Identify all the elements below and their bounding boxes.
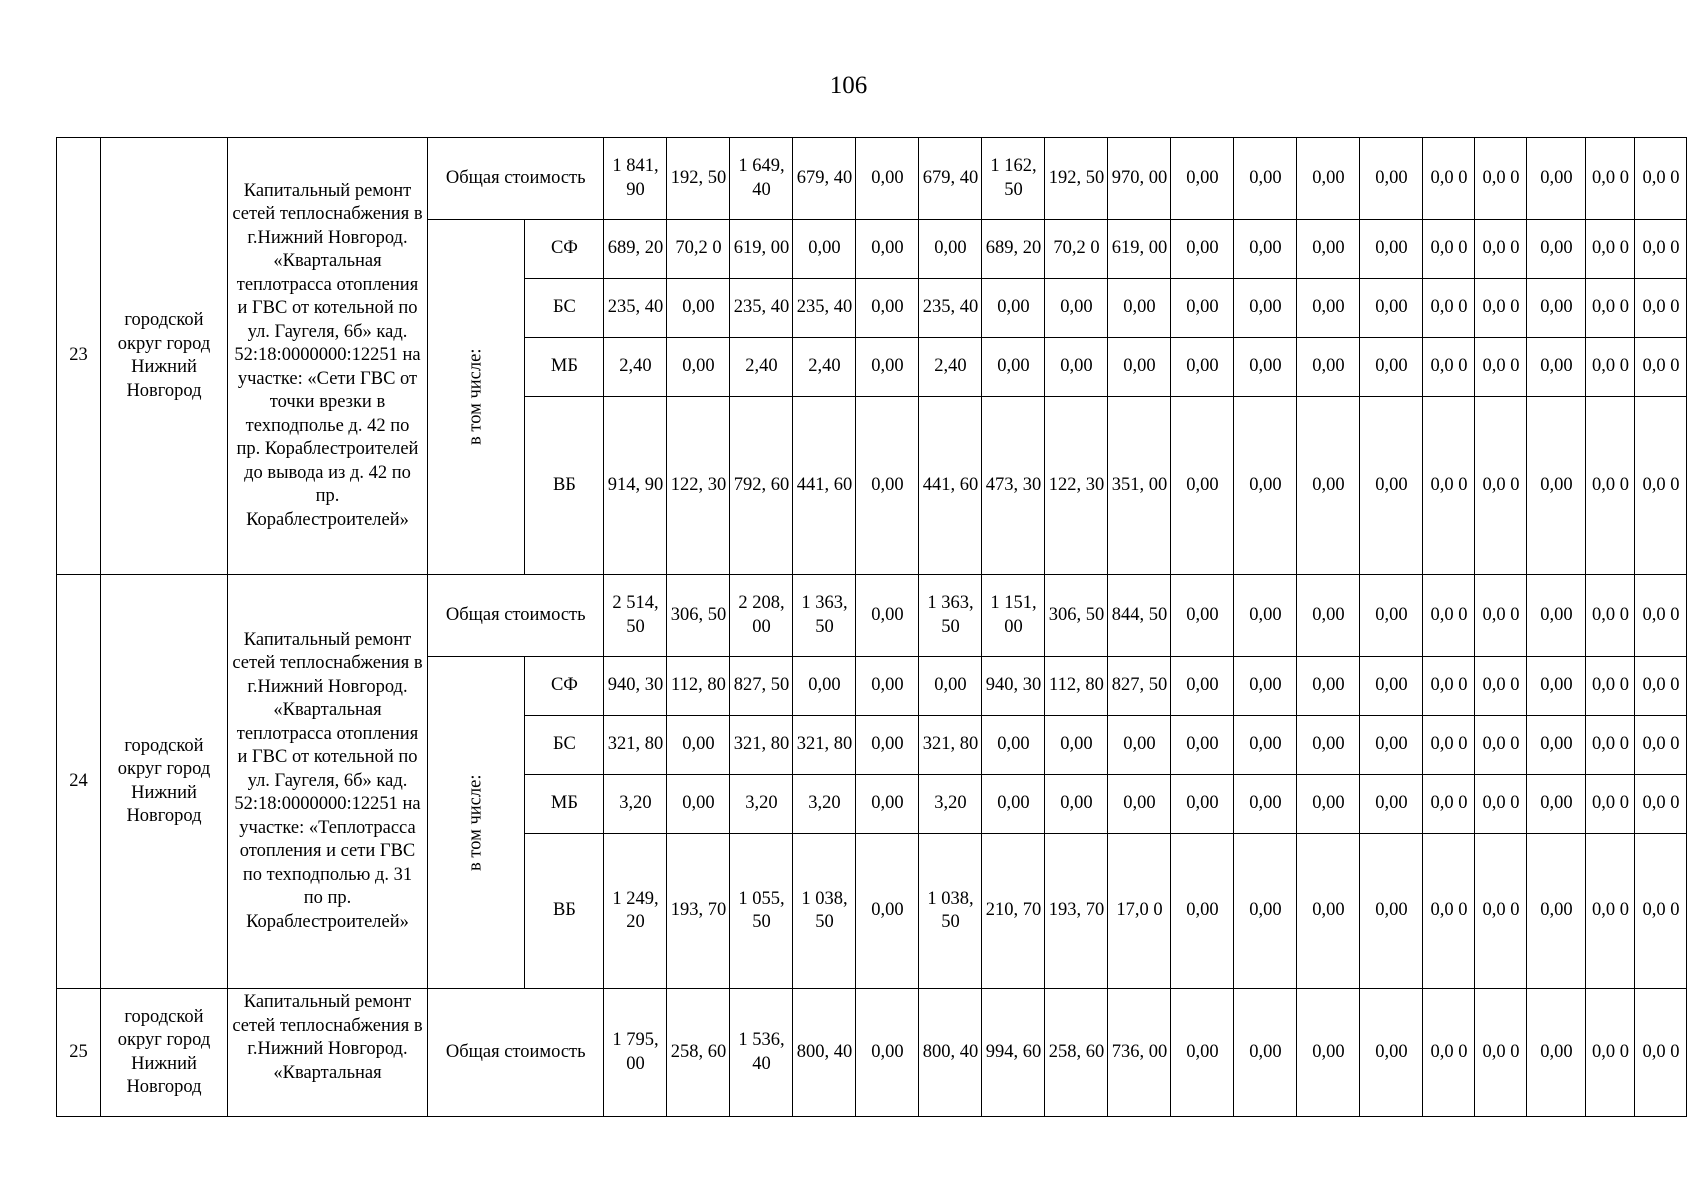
value-cell: 0,0 0: [1423, 397, 1475, 575]
value-cell: 0,00: [982, 775, 1045, 834]
value-cell: 235, 40: [793, 279, 856, 338]
value-cell: 2,40: [919, 338, 982, 397]
value-cell: 914, 90: [604, 397, 667, 575]
value-cell: 0,00: [1171, 775, 1234, 834]
value-cell: 0,0 0: [1423, 716, 1475, 775]
value-cell: 0,00: [667, 338, 730, 397]
value-cell: 3,20: [793, 775, 856, 834]
value-cell: 235, 40: [919, 279, 982, 338]
value-cell: 0,00: [1360, 989, 1423, 1117]
value-cell: 0,00: [1297, 834, 1360, 989]
value-cell: 112, 80: [1045, 657, 1108, 716]
value-cell: 0,0 0: [1475, 338, 1527, 397]
value-cell: 0,0 0: [1475, 279, 1527, 338]
value-cell: 1 151, 00: [982, 575, 1045, 657]
value-cell: 0,00: [1171, 220, 1234, 279]
value-cell: 306, 50: [1045, 575, 1108, 657]
value-cell: 1 055, 50: [730, 834, 793, 989]
value-cell: 0,00: [1527, 775, 1586, 834]
value-cell: 0,00: [667, 716, 730, 775]
value-cell: 0,00: [1171, 338, 1234, 397]
source-label: ВБ: [525, 397, 604, 575]
record-number: 24: [57, 575, 101, 989]
value-cell: 0,00: [1297, 989, 1360, 1117]
value-cell: 0,00: [667, 775, 730, 834]
value-cell: 193, 70: [667, 834, 730, 989]
value-cell: 122, 30: [1045, 397, 1108, 575]
value-cell: 441, 60: [793, 397, 856, 575]
value-cell: 0,0 0: [1586, 220, 1635, 279]
value-cell: 17,0 0: [1108, 834, 1171, 989]
value-cell: 792, 60: [730, 397, 793, 575]
value-cell: 1 249, 20: [604, 834, 667, 989]
value-cell: 2 208, 00: [730, 575, 793, 657]
value-cell: 0,00: [1527, 575, 1586, 657]
value-cell: 0,00: [1360, 775, 1423, 834]
value-cell: 192, 50: [667, 138, 730, 220]
value-cell: 0,0 0: [1635, 575, 1687, 657]
value-cell: 2,40: [793, 338, 856, 397]
value-cell: 0,00: [1171, 279, 1234, 338]
value-cell: 258, 60: [667, 989, 730, 1117]
value-cell: 0,00: [1234, 138, 1297, 220]
value-cell: 0,00: [1045, 338, 1108, 397]
value-cell: 306, 50: [667, 575, 730, 657]
value-cell: 0,00: [1527, 989, 1586, 1117]
value-cell: 0,00: [667, 279, 730, 338]
value-cell: 122, 30: [667, 397, 730, 575]
value-cell: 1 363, 50: [919, 575, 982, 657]
value-cell: 0,0 0: [1475, 220, 1527, 279]
value-cell: 0,00: [793, 657, 856, 716]
value-cell: 0,00: [1297, 220, 1360, 279]
value-cell: 689, 20: [604, 220, 667, 279]
value-cell: 0,00: [1171, 716, 1234, 775]
record-number: 23: [57, 138, 101, 575]
value-cell: 679, 40: [793, 138, 856, 220]
value-cell: 441, 60: [919, 397, 982, 575]
value-cell: 0,00: [919, 220, 982, 279]
value-cell: 1 038, 50: [919, 834, 982, 989]
value-cell: 0,0 0: [1586, 279, 1635, 338]
value-cell: 3,20: [730, 775, 793, 834]
value-cell: 2,40: [730, 338, 793, 397]
value-cell: 0,0 0: [1635, 220, 1687, 279]
value-cell: 0,0 0: [1586, 338, 1635, 397]
value-cell: 0,00: [1297, 338, 1360, 397]
value-cell: 112, 80: [667, 657, 730, 716]
value-cell: 0,00: [919, 657, 982, 716]
source-label: СФ: [525, 657, 604, 716]
value-cell: 0,0 0: [1475, 775, 1527, 834]
value-cell: 192, 50: [1045, 138, 1108, 220]
value-cell: 0,00: [1297, 279, 1360, 338]
value-cell: 1 162, 50: [982, 138, 1045, 220]
value-cell: 0,0 0: [1586, 834, 1635, 989]
value-cell: 940, 30: [604, 657, 667, 716]
value-cell: 0,00: [1360, 575, 1423, 657]
value-cell: 70,2 0: [1045, 220, 1108, 279]
value-cell: 800, 40: [793, 989, 856, 1117]
source-label: ВБ: [525, 834, 604, 989]
value-cell: 0,00: [1234, 989, 1297, 1117]
value-cell: 0,00: [1360, 657, 1423, 716]
value-cell: 0,0 0: [1635, 279, 1687, 338]
value-cell: 0,0 0: [1586, 138, 1635, 220]
page-number: 106: [829, 72, 868, 99]
record-total-row: [57, 138, 1687, 220]
value-cell: 3,20: [919, 775, 982, 834]
value-cell: 0,00: [1297, 657, 1360, 716]
value-cell: 994, 60: [982, 989, 1045, 1117]
value-cell: 0,00: [1527, 657, 1586, 716]
value-cell: 1 038, 50: [793, 834, 856, 989]
value-cell: 0,00: [1527, 138, 1586, 220]
value-cell: 0,0 0: [1635, 338, 1687, 397]
value-cell: 0,00: [1171, 834, 1234, 989]
value-cell: 0,00: [1234, 220, 1297, 279]
value-cell: 0,00: [1360, 279, 1423, 338]
value-cell: 0,00: [982, 716, 1045, 775]
value-cell: 0,00: [793, 220, 856, 279]
source-label: МБ: [525, 338, 604, 397]
total-cost-label: Общая стоимость: [428, 575, 604, 657]
value-cell: 2,40: [604, 338, 667, 397]
value-cell: 0,00: [1297, 138, 1360, 220]
value-cell: 0,00: [1360, 138, 1423, 220]
value-cell: 351, 00: [1108, 397, 1171, 575]
value-cell: 0,00: [1527, 220, 1586, 279]
value-cell: 0,00: [1171, 989, 1234, 1117]
value-cell: 0,00: [1527, 279, 1586, 338]
municipality-cell: городской округ город Нижний Новгород: [101, 138, 228, 575]
record-number: 25: [57, 989, 101, 1117]
value-cell: 0,00: [1297, 775, 1360, 834]
value-cell: 0,0 0: [1475, 989, 1527, 1117]
value-cell: 1 536, 40: [730, 989, 793, 1117]
total-cost-label: Общая стоимость: [428, 138, 604, 220]
value-cell: 0,00: [1234, 657, 1297, 716]
value-cell: 0,00: [1234, 716, 1297, 775]
value-cell: 689, 20: [982, 220, 1045, 279]
value-cell: 0,00: [1234, 338, 1297, 397]
value-cell: 321, 80: [919, 716, 982, 775]
value-cell: 0,0 0: [1423, 575, 1475, 657]
value-cell: 0,0 0: [1475, 397, 1527, 575]
value-cell: 235, 40: [730, 279, 793, 338]
object-description: Капитальный ремонт сетей теплоснабжения в г.Нижний Новгород. «Квартальная теплотрасса отопления и ГВС от котельной по ул. Гаугеля, 6б» кад. 52:18:0000000:12251 на участке: «Сети ГВС от точки врезки в техподполье д. 42 по пр. Кораблестроителей до вывода из д. 42 по пр. Кораблестроителей»: [228, 138, 428, 575]
value-cell: 0,0 0: [1423, 138, 1475, 220]
value-cell: 0,0 0: [1475, 716, 1527, 775]
value-cell: 0,00: [1360, 397, 1423, 575]
source-label: БС: [525, 279, 604, 338]
value-cell: 0,0 0: [1635, 834, 1687, 989]
value-cell: 0,0 0: [1475, 834, 1527, 989]
value-cell: 679, 40: [919, 138, 982, 220]
value-cell: 827, 50: [730, 657, 793, 716]
value-cell: 0,00: [1171, 575, 1234, 657]
value-cell: 0,00: [1171, 397, 1234, 575]
value-cell: 940, 30: [982, 657, 1045, 716]
value-cell: 321, 80: [604, 716, 667, 775]
value-cell: 0,00: [856, 989, 919, 1117]
value-cell: 0,00: [1297, 575, 1360, 657]
value-cell: 0,00: [1360, 220, 1423, 279]
value-cell: 0,0 0: [1423, 338, 1475, 397]
value-cell: 0,0 0: [1423, 220, 1475, 279]
value-cell: 0,00: [982, 338, 1045, 397]
including-label: [428, 657, 525, 989]
source-label: БС: [525, 716, 604, 775]
value-cell: 0,00: [1360, 716, 1423, 775]
value-cell: 0,00: [1360, 834, 1423, 989]
value-cell: 235, 40: [604, 279, 667, 338]
record-total-row: [57, 989, 1687, 1117]
including-label: [428, 220, 525, 575]
value-cell: 0,00: [1045, 716, 1108, 775]
value-cell: 0,00: [1527, 834, 1586, 989]
object-description: Капитальный ремонт сетей теплоснабжения в г.Нижний Новгород. «Квартальная: [228, 989, 428, 1117]
value-cell: 0,0 0: [1635, 657, 1687, 716]
value-cell: 0,00: [1234, 775, 1297, 834]
value-cell: 0,00: [1171, 138, 1234, 220]
value-cell: 0,00: [856, 657, 919, 716]
value-cell: 0,00: [856, 279, 919, 338]
value-cell: 0,00: [1297, 397, 1360, 575]
value-cell: 0,00: [1527, 716, 1586, 775]
value-cell: 0,0 0: [1586, 575, 1635, 657]
value-cell: 258, 60: [1045, 989, 1108, 1117]
value-cell: 0,0 0: [1635, 397, 1687, 575]
including-label-text: в том числе:: [465, 774, 486, 871]
value-cell: 1 841, 90: [604, 138, 667, 220]
value-cell: 0,00: [1045, 775, 1108, 834]
value-cell: 0,0 0: [1475, 138, 1527, 220]
value-cell: 3,20: [604, 775, 667, 834]
value-cell: 0,00: [1234, 575, 1297, 657]
value-cell: 0,00: [1234, 834, 1297, 989]
value-cell: 0,0 0: [1586, 657, 1635, 716]
value-cell: 0,00: [1108, 279, 1171, 338]
value-cell: 0,0 0: [1586, 397, 1635, 575]
value-cell: 0,0 0: [1423, 657, 1475, 716]
value-cell: 0,00: [856, 338, 919, 397]
value-cell: 0,0 0: [1423, 989, 1475, 1117]
value-cell: 0,00: [1527, 338, 1586, 397]
value-cell: 0,00: [982, 279, 1045, 338]
value-cell: 1 363, 50: [793, 575, 856, 657]
value-cell: 0,00: [1108, 716, 1171, 775]
value-cell: 2 514, 50: [604, 575, 667, 657]
value-cell: 0,0 0: [1475, 575, 1527, 657]
value-cell: 0,00: [1234, 397, 1297, 575]
value-cell: 0,00: [1171, 657, 1234, 716]
value-cell: 0,0 0: [1586, 716, 1635, 775]
value-cell: 0,00: [856, 220, 919, 279]
value-cell: 0,00: [1297, 716, 1360, 775]
value-cell: 0,00: [1108, 338, 1171, 397]
value-cell: 0,0 0: [1586, 989, 1635, 1117]
value-cell: 0,0 0: [1635, 716, 1687, 775]
value-cell: 0,0 0: [1635, 989, 1687, 1117]
value-cell: 619, 00: [1108, 220, 1171, 279]
value-cell: 0,00: [856, 138, 919, 220]
municipality-cell: городской округ город Нижний Новгород: [101, 575, 228, 989]
value-cell: 0,00: [856, 834, 919, 989]
value-cell: 1 649, 40: [730, 138, 793, 220]
value-cell: 619, 00: [730, 220, 793, 279]
value-cell: 827, 50: [1108, 657, 1171, 716]
value-cell: 0,00: [856, 775, 919, 834]
value-cell: 193, 70: [1045, 834, 1108, 989]
value-cell: 321, 80: [793, 716, 856, 775]
value-cell: 0,00: [1360, 338, 1423, 397]
value-cell: 0,0 0: [1423, 279, 1475, 338]
value-cell: 0,0 0: [1423, 775, 1475, 834]
value-cell: 844, 50: [1108, 575, 1171, 657]
source-label: СФ: [525, 220, 604, 279]
including-label-text: в том числе:: [465, 348, 486, 446]
value-cell: 736, 00: [1108, 989, 1171, 1117]
total-cost-label: Общая стоимость: [428, 989, 604, 1117]
value-cell: 0,00: [1527, 397, 1586, 575]
value-cell: 0,00: [1108, 775, 1171, 834]
value-cell: 473, 30: [982, 397, 1045, 575]
source-label: МБ: [525, 775, 604, 834]
value-cell: 800, 40: [919, 989, 982, 1117]
value-cell: 0,0 0: [1475, 657, 1527, 716]
value-cell: 970, 00: [1108, 138, 1171, 220]
value-cell: 0,0 0: [1423, 834, 1475, 989]
record-total-row: [57, 575, 1687, 657]
value-cell: 210, 70: [982, 834, 1045, 989]
value-cell: 0,00: [856, 716, 919, 775]
municipality-cell: городской округ город Нижний Новгород: [101, 989, 228, 1117]
value-cell: 0,00: [856, 575, 919, 657]
value-cell: 70,2 0: [667, 220, 730, 279]
value-cell: 1 795, 00: [604, 989, 667, 1117]
value-cell: 0,0 0: [1586, 775, 1635, 834]
value-cell: 0,00: [1234, 279, 1297, 338]
value-cell: 321, 80: [730, 716, 793, 775]
value-cell: 0,00: [1045, 279, 1108, 338]
object-description: Капитальный ремонт сетей теплоснабжения в г.Нижний Новгород. «Квартальная теплотрасса отопления и ГВС от котельной по ул. Гаугеля, 6б» кад. 52:18:0000000:12251 на участке: «Теплотрасса отопления и сети ГВС по техподполью д. 31 по пр. Кораблестроителей»: [228, 575, 428, 989]
value-cell: 0,00: [856, 397, 919, 575]
value-cell: 0,0 0: [1635, 138, 1687, 220]
value-cell: 0,0 0: [1635, 775, 1687, 834]
budget-table: [56, 137, 1687, 1117]
